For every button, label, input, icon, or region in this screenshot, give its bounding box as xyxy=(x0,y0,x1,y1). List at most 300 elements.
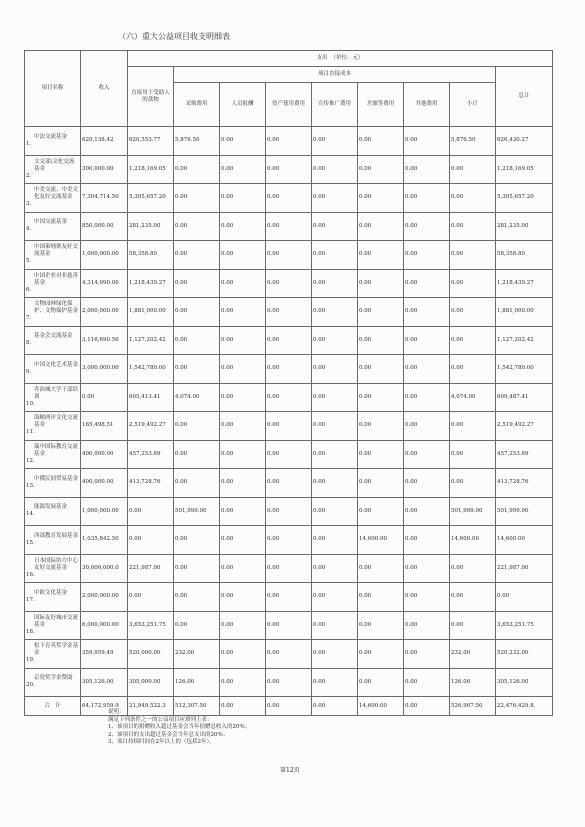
cell-aid: 281,235.00 xyxy=(128,212,174,241)
cell-asset: 0.00 xyxy=(266,241,312,270)
project-name-cell xyxy=(25,383,81,412)
header-subtotal: 小计 xyxy=(450,83,496,127)
cell-other: 0.00 xyxy=(404,298,450,327)
project-name-cell xyxy=(25,611,81,640)
cell-staff: 0.00 xyxy=(220,127,266,156)
table-row xyxy=(25,412,553,441)
project-index: 3. xyxy=(26,201,32,208)
cell-aid: 0.00 xyxy=(128,526,174,555)
cell-income: 2,000,000.00 xyxy=(81,298,128,327)
cell-aid: 3,653,251.75 xyxy=(128,611,174,640)
cell-aid: 221,987.00 xyxy=(128,554,174,583)
cell-income: 359,959.49 xyxy=(81,640,128,669)
project-index: 16. xyxy=(26,571,35,578)
project-name-cell xyxy=(25,412,81,441)
header-travel: 差旅等费用 xyxy=(358,83,404,127)
total-income: 64,172,959.9 xyxy=(81,697,128,716)
cell-travel: 14,600.00 xyxy=(358,526,404,555)
cell-travel: 0.00 xyxy=(358,640,404,669)
project-name: 中欧文化基金 xyxy=(34,589,68,596)
table-row xyxy=(25,298,553,327)
project-name-cell xyxy=(25,269,81,298)
cell-staff: 0.00 xyxy=(220,155,266,184)
project-index: 15. xyxy=(26,539,35,546)
cell-income: 1,035,842.50 xyxy=(81,526,128,555)
cell-purchase: 0.00 xyxy=(174,526,220,555)
cell-aid: 1,127,202.42 xyxy=(128,326,174,355)
project-index: 20. xyxy=(26,682,35,689)
project-name-cell xyxy=(25,526,81,555)
cell-staff: 0.00 xyxy=(220,298,266,327)
cell-promo: 0.00 xyxy=(312,668,358,697)
cell-total: 1,542,780.00 xyxy=(496,355,553,384)
table-row xyxy=(25,611,553,640)
cell-other: 0.00 xyxy=(404,241,450,270)
cell-subtotal: 4,074.00 xyxy=(450,383,496,412)
project-index: 9. xyxy=(26,368,32,375)
cell-promo: 0.00 xyxy=(312,469,358,498)
cell-income: 165,498.51 xyxy=(81,412,128,441)
project-index: 18. xyxy=(26,628,35,635)
cell-other: 0.00 xyxy=(404,155,450,184)
cell-purchase: 0.00 xyxy=(174,155,220,184)
cell-staff: 0.00 xyxy=(220,611,266,640)
table-row xyxy=(25,526,553,555)
cell-asset: 0.00 xyxy=(266,212,312,241)
project-index: 6. xyxy=(26,286,32,293)
cell-other: 0.00 xyxy=(404,469,450,498)
cell-aid: 1,542,780.00 xyxy=(128,355,174,384)
cell-asset: 0.00 xyxy=(266,440,312,469)
cell-travel: 0.00 xyxy=(358,469,404,498)
cell-total: 626,430.27 xyxy=(496,127,553,156)
project-name-cell xyxy=(25,155,81,184)
cell-subtotal: 126.00 xyxy=(450,668,496,697)
project-name: 国际友好城市交流基金 xyxy=(34,614,79,628)
cell-staff: 0.00 xyxy=(220,554,266,583)
cell-travel: 0.00 xyxy=(358,668,404,697)
cell-subtotal: 501,999.00 xyxy=(450,497,496,526)
cell-purchase: 0.00 xyxy=(174,241,220,270)
table-row xyxy=(25,184,553,213)
cell-asset: 0.00 xyxy=(266,184,312,213)
cell-purchase: 0.00 xyxy=(174,298,220,327)
cell-travel: 0.00 xyxy=(358,298,404,327)
cell-aid: 2,519,492.27 xyxy=(128,412,174,441)
cell-total: 5,305,657.20 xyxy=(496,184,553,213)
header-income: 收入 xyxy=(81,51,128,127)
project-name: 文物园林绿化保护、文物保护基金 xyxy=(34,301,79,315)
project-name: 文交部\文化交流基金 xyxy=(34,158,75,172)
cell-aid: 0.00 xyxy=(128,583,174,612)
header-project-name: 项目名称 xyxy=(25,51,81,127)
cell-purchase: 0.00 xyxy=(174,611,220,640)
table-row xyxy=(25,269,553,298)
project-name: 海峡两岸文化交流基金 xyxy=(34,415,79,429)
header-purchase: 采购费用 xyxy=(174,83,220,127)
cell-other: 0.00 xyxy=(404,184,450,213)
notes-line: 说明： xyxy=(108,709,125,715)
cell-subtotal: 0.00 xyxy=(450,611,496,640)
cell-other: 0.00 xyxy=(404,440,450,469)
cell-income: 305,126.00 xyxy=(81,668,128,697)
header-staff: 人员报酬 xyxy=(220,83,266,127)
cell-asset: 0.00 xyxy=(266,583,312,612)
header-direct-aid: 直接用于受助人的款物 xyxy=(128,67,174,127)
notes-line: 2、该项目的支出超过基金会当年总支出的20%； xyxy=(108,731,229,738)
cell-total: 1,127,202.42 xyxy=(496,326,553,355)
cell-purchase: 0.00 xyxy=(174,212,220,241)
cell-purchase: 0.00 xyxy=(174,583,220,612)
cell-other: 0.00 xyxy=(404,326,450,355)
table-row xyxy=(25,583,553,612)
project-index: 10. xyxy=(26,400,35,407)
cell-subtotal: 0.00 xyxy=(450,326,496,355)
cell-staff: 0.00 xyxy=(220,469,266,498)
header-total: 总计 xyxy=(496,67,553,127)
cell-aid: 605,413.41 xyxy=(128,383,174,412)
cell-promo: 0.00 xyxy=(312,440,358,469)
project-name-cell xyxy=(25,355,81,384)
cell-total: 221,987.00 xyxy=(496,554,553,583)
cell-purchase: 0.00 xyxy=(174,440,220,469)
cell-asset: 0.00 xyxy=(266,668,312,697)
header-expense-group: 支出 （单位：元） xyxy=(128,51,553,67)
cell-asset: 0.00 xyxy=(266,554,312,583)
project-name-cell xyxy=(25,127,81,156)
table-row xyxy=(25,440,553,469)
cell-travel: 0.00 xyxy=(358,383,404,412)
cell-other: 0.00 xyxy=(404,355,450,384)
cell-asset: 0.00 xyxy=(266,326,312,355)
cell-staff: 0.00 xyxy=(220,241,266,270)
project-name: 日本国际协力中心友好交流基金 xyxy=(34,557,79,571)
cell-income: 620,138.42 xyxy=(81,127,128,156)
cell-aid: 1,218,439.27 xyxy=(128,269,174,298)
cell-total: 1,218,439.27 xyxy=(496,269,553,298)
table-row xyxy=(25,497,553,526)
cell-staff: 0.00 xyxy=(220,668,266,697)
cell-total: 520,232.00 xyxy=(496,640,553,669)
cell-subtotal: 232.00 xyxy=(450,640,496,669)
cell-subtotal: 0.00 xyxy=(450,583,496,612)
table-row xyxy=(25,155,553,184)
cell-total: 0.00 xyxy=(496,583,553,612)
project-index: 7. xyxy=(26,315,32,322)
project-index: 11. xyxy=(26,429,35,436)
cell-aid: 58,358.80 xyxy=(128,241,174,270)
cell-promo: 0.00 xyxy=(312,554,358,583)
cell-subtotal: 0.00 xyxy=(450,554,496,583)
project-name-cell xyxy=(25,241,81,270)
cell-staff: 0.00 xyxy=(220,212,266,241)
cell-asset: 0.00 xyxy=(266,383,312,412)
cell-total: 1,218,169.05 xyxy=(496,155,553,184)
cell-asset: 0.00 xyxy=(266,298,312,327)
cell-asset: 0.00 xyxy=(266,412,312,441)
cell-subtotal: 0.00 xyxy=(450,440,496,469)
cell-income: 30,000,000.0 xyxy=(81,554,128,583)
cell-subtotal: 0.00 xyxy=(450,184,496,213)
header-other: 其他费用 xyxy=(404,83,450,127)
header-direct-cost-group: 项目直接成本 xyxy=(174,67,496,83)
notes-line: 3、项目持续时间在2年以上的（包括2年）。 xyxy=(108,739,215,745)
table-row xyxy=(25,554,553,583)
table-row xyxy=(25,127,553,156)
cell-income: 1,000,000.00 xyxy=(81,497,128,526)
cell-asset: 0.00 xyxy=(266,355,312,384)
cell-asset: 0.00 xyxy=(266,269,312,298)
cell-aid: 1,218,169.05 xyxy=(128,155,174,184)
cell-total: 58,358.80 xyxy=(496,241,553,270)
cell-staff: 0.00 xyxy=(220,640,266,669)
project-name-cell xyxy=(25,583,81,612)
cell-asset: 0.00 xyxy=(266,497,312,526)
cell-staff: 0.00 xyxy=(220,412,266,441)
cell-other: 0.00 xyxy=(404,412,450,441)
cell-travel: 0.00 xyxy=(358,355,404,384)
cell-subtotal: 14,600.00 xyxy=(450,526,496,555)
cell-travel: 0.00 xyxy=(358,326,404,355)
cell-staff: 0.00 xyxy=(220,355,266,384)
table-row xyxy=(25,326,553,355)
total-aid: 21,949,522.3 xyxy=(128,697,174,716)
cell-aid: 305,000.00 xyxy=(128,668,174,697)
total-travel: 14,600.00 xyxy=(358,697,404,716)
project-name: 西部教育发展基金 xyxy=(34,532,79,539)
cell-staff: 0.00 xyxy=(220,440,266,469)
project-index: 5. xyxy=(26,258,32,265)
total-purchase: 512,307.50 xyxy=(174,697,220,716)
header-promo: 宣传推广费用 xyxy=(312,83,358,127)
cell-asset: 0.00 xyxy=(266,155,312,184)
cell-purchase: 0.00 xyxy=(174,469,220,498)
cell-aid: 1,881,000.00 xyxy=(128,298,174,327)
cell-travel: 0.00 xyxy=(358,155,404,184)
table-row xyxy=(25,212,553,241)
cell-other: 0.00 xyxy=(404,583,450,612)
cell-purchase: 0.00 xyxy=(174,355,220,384)
cell-purchase: 0.00 xyxy=(174,412,220,441)
project-name: 基金会交流基金 xyxy=(34,333,73,340)
cell-total: 501,999.00 xyxy=(496,497,553,526)
cell-other: 0.00 xyxy=(404,497,450,526)
cell-purchase: 0.00 xyxy=(174,554,220,583)
cell-purchase: 232.00 xyxy=(174,640,220,669)
table-row xyxy=(25,383,553,412)
cell-income: 0.00 xyxy=(81,383,128,412)
total-staff: 0.00 xyxy=(220,697,266,716)
cell-subtotal: 0.00 xyxy=(450,269,496,298)
cell-income: 6,000,000.00 xyxy=(81,611,128,640)
total-label: 合 计 xyxy=(25,697,81,716)
cell-aid: 0.00 xyxy=(128,497,174,526)
cell-travel: 0.00 xyxy=(358,611,404,640)
cell-promo: 0.00 xyxy=(312,241,358,270)
cell-promo: 0.00 xyxy=(312,269,358,298)
cell-asset: 0.00 xyxy=(266,469,312,498)
project-index: 4. xyxy=(26,226,32,233)
cell-subtotal: 0.00 xyxy=(450,298,496,327)
cell-total: 1,881,000.00 xyxy=(496,298,553,327)
cell-total: 609,487.41 xyxy=(496,383,553,412)
cell-purchase: 4,074.00 xyxy=(174,383,220,412)
cell-promo: 0.00 xyxy=(312,583,358,612)
cell-asset: 0.00 xyxy=(266,127,312,156)
cell-aid: 457,253.69 xyxy=(128,440,174,469)
cell-total: 3,653,251.75 xyxy=(496,611,553,640)
cell-staff: 0.00 xyxy=(220,269,266,298)
project-name-cell xyxy=(25,440,81,469)
project-name-cell xyxy=(25,469,81,498)
cell-other: 0.00 xyxy=(404,269,450,298)
cell-total: 457,253.69 xyxy=(496,440,553,469)
project-index: 12. xyxy=(26,457,35,464)
page-number: 第12页 xyxy=(280,767,300,774)
project-index: 2. xyxy=(26,172,32,179)
cell-travel: 0.00 xyxy=(358,184,404,213)
cell-total: 14,600.00 xyxy=(496,526,553,555)
cell-promo: 0.00 xyxy=(312,355,358,384)
cell-total: 2,519,492.27 xyxy=(496,412,553,441)
cell-other: 0.00 xyxy=(404,668,450,697)
cell-income: 3,000,000.00 xyxy=(81,355,128,384)
cell-promo: 0.00 xyxy=(312,298,358,327)
cell-income: 400,000.00 xyxy=(81,440,128,469)
cell-staff: 0.00 xyxy=(220,497,266,526)
notes-line: 1、该项目的捐赠收入超过基金会当年捐赠总收入的20%； xyxy=(108,724,251,730)
cell-subtotal: 0.00 xyxy=(450,355,496,384)
project-index: 19. xyxy=(26,657,35,664)
cell-subtotal: 0.00 xyxy=(450,469,496,498)
notes-line: 满足下列条件之一的公益项目应填列上表： xyxy=(108,716,213,723)
cell-promo: 0.00 xyxy=(312,497,358,526)
project-name: 乔治城大学干部培训 xyxy=(34,386,79,400)
header-asset: 资产使用费用 xyxy=(266,83,312,127)
cell-income: 4,314,990.00 xyxy=(81,269,128,298)
cell-travel: 0.00 xyxy=(358,269,404,298)
cell-asset: 0.00 xyxy=(266,611,312,640)
project-name-cell xyxy=(25,298,81,327)
project-name: 中美交流、中美文化友好交流基金 xyxy=(34,187,79,201)
total-promo: 0.00 xyxy=(312,697,358,716)
cell-total: 305,126.00 xyxy=(496,668,553,697)
cell-other: 0.00 xyxy=(404,554,450,583)
page-title: （六）重大公益项目收支明细表 xyxy=(118,32,230,41)
cell-income: 1,000,000.00 xyxy=(81,241,128,270)
cell-travel: 0.00 xyxy=(358,497,404,526)
project-name-cell xyxy=(25,497,81,526)
total-other: 0.00 xyxy=(404,697,450,716)
project-name: 中国柬埔寨友好交流基金 xyxy=(34,244,79,258)
table-row xyxy=(25,668,553,697)
total-subtotal: 526,907.50 xyxy=(450,697,496,716)
cell-promo: 0.00 xyxy=(312,412,358,441)
cell-subtotal: 0.00 xyxy=(450,155,496,184)
cell-staff: 0.00 xyxy=(220,526,266,555)
cell-promo: 0.00 xyxy=(312,155,358,184)
cell-promo: 0.00 xyxy=(312,212,358,241)
cell-purchase: 126.00 xyxy=(174,668,220,697)
cell-promo: 0.00 xyxy=(312,611,358,640)
cell-purchase: 0.00 xyxy=(174,184,220,213)
cell-promo: 0.00 xyxy=(312,640,358,669)
cell-income: 7,304,714.50 xyxy=(81,184,128,213)
cell-subtotal: 0.00 xyxy=(450,241,496,270)
table-row xyxy=(25,469,553,498)
project-name: 松下育英奖学金基金 xyxy=(34,643,79,657)
cell-travel: 0.00 xyxy=(358,554,404,583)
project-name-cell xyxy=(25,326,81,355)
cell-promo: 0.00 xyxy=(312,326,358,355)
cell-total: 413,728.76 xyxy=(496,469,553,498)
cell-other: 0.00 xyxy=(404,640,450,669)
project-name: 中国企业对非慈善基金 xyxy=(34,272,79,286)
cell-aid: 413,728.76 xyxy=(128,469,174,498)
cell-other: 0.00 xyxy=(404,127,450,156)
cell-travel: 0.00 xyxy=(358,241,404,270)
cell-aid: 520,000.00 xyxy=(128,640,174,669)
cell-income: 300,000.00 xyxy=(81,155,128,184)
cell-promo: 0.00 xyxy=(312,184,358,213)
cell-staff: 0.00 xyxy=(220,326,266,355)
project-name: 瑞中国际教育交流基金 xyxy=(34,443,79,457)
total-asset: 0.00 xyxy=(266,697,312,716)
cell-staff: 0.00 xyxy=(220,583,266,612)
cell-income: 850,000.00 xyxy=(81,212,128,241)
project-name-cell xyxy=(25,184,81,213)
cell-other: 0.00 xyxy=(404,383,450,412)
cell-asset: 0.00 xyxy=(266,526,312,555)
cell-other: 0.00 xyxy=(404,526,450,555)
project-name: 中俄民间贸易基金 xyxy=(34,475,79,482)
project-name-cell xyxy=(25,212,81,241)
cell-aid: 620,553.77 xyxy=(128,127,174,156)
project-name-cell xyxy=(25,668,81,697)
cell-purchase: 501,999.00 xyxy=(174,497,220,526)
cell-aid: 5,305,657.20 xyxy=(128,184,174,213)
project-name: 中国文化艺术基金 xyxy=(34,361,79,368)
project-name-cell xyxy=(25,554,81,583)
total-total: 22,476,429.8 xyxy=(496,697,553,716)
cell-total: 281,235.00 xyxy=(496,212,553,241)
cell-subtotal: 0.00 xyxy=(450,412,496,441)
project-index: 13. xyxy=(26,482,35,489)
cell-travel: 0.00 xyxy=(358,127,404,156)
project-index: 14. xyxy=(26,511,35,518)
cell-travel: 0.00 xyxy=(358,212,404,241)
table-row xyxy=(25,241,553,270)
cell-travel: 0.00 xyxy=(358,440,404,469)
project-name: 中国交流基金 xyxy=(34,219,68,226)
project-index: 1. xyxy=(26,140,32,147)
cell-income: 2,000,000.00 xyxy=(81,583,128,612)
cell-purchase: 5,876.50 xyxy=(174,127,220,156)
cell-asset: 0.00 xyxy=(266,640,312,669)
cell-travel: 0.00 xyxy=(358,583,404,612)
project-name: 中法交流基金 xyxy=(34,133,68,140)
table-row xyxy=(25,355,553,384)
cell-promo: 0.00 xyxy=(312,526,358,555)
cell-promo: 0.00 xyxy=(312,127,358,156)
cell-income: 400,000.00 xyxy=(81,469,128,498)
cell-promo: 0.00 xyxy=(312,383,358,412)
cell-other: 0.00 xyxy=(404,212,450,241)
cell-staff: 0.00 xyxy=(220,184,266,213)
project-index: 17. xyxy=(26,596,35,603)
project-name-cell xyxy=(25,640,81,669)
project-index: 8. xyxy=(26,340,32,347)
